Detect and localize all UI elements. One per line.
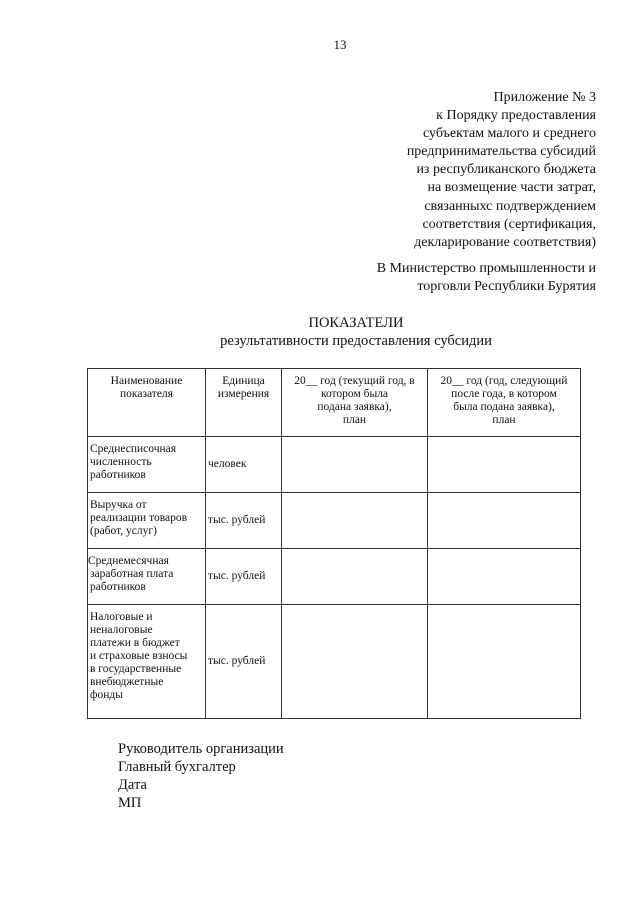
header-line: была подана заявка), — [453, 401, 555, 413]
header-line: 20__ год (текущий год, в — [294, 375, 415, 387]
document-title: ПОКАЗАТЕЛИ — [308, 315, 404, 331]
appendix-line: предпринимательства субсидий — [406, 144, 596, 160]
header-line: измерения — [217, 388, 270, 400]
indicator-name-line: Среднесписочная — [90, 443, 177, 455]
appendix-line: Приложение № 3 — [493, 90, 596, 105]
indicator-name-line: численность — [90, 456, 152, 468]
table-row — [88, 437, 581, 493]
indicator-name-cell — [88, 549, 206, 605]
indicator-name-line: (работ, услуг) — [90, 525, 157, 537]
appendix-line: связанныхс подтверждением — [424, 198, 596, 214]
indicators-table — [87, 368, 581, 719]
indicator-name-line: неналоговые — [90, 624, 153, 636]
signature-stamp-place: МП — [118, 795, 142, 811]
signature-director: Руководитель организации — [118, 741, 284, 757]
page-number: 13 — [333, 37, 347, 52]
current-year-value-cell[interactable] — [282, 493, 428, 549]
indicator-name-line: и страховые взносы — [90, 650, 188, 662]
unit-cell: тыс. рублей — [206, 549, 282, 605]
addressee-block — [296, 260, 596, 296]
header-line: после года, в котором — [451, 388, 557, 400]
signature-chief-accountant: Главный бухгалтер — [118, 759, 236, 775]
header-line: подана заявка), — [317, 401, 392, 413]
current-year-value-cell[interactable] — [282, 437, 428, 493]
indicator-name-line: работников — [90, 469, 146, 481]
indicator-name-line: Выручка от — [90, 499, 147, 511]
unit-cell: тыс. рублей — [206, 493, 282, 549]
next-year-value-cell[interactable] — [428, 437, 581, 493]
header-line: 20__ год (год, следующий — [440, 375, 568, 387]
appendix-line: из республиканского бюджета — [416, 162, 596, 178]
indicator-name-line: фонды — [90, 689, 123, 701]
header-unit — [206, 369, 282, 437]
indicator-name-cell — [88, 437, 206, 493]
indicator-name-line: заработная плата — [90, 568, 174, 580]
unit-cell: человек — [206, 437, 282, 493]
indicator-name-line: внебюджетные — [90, 676, 164, 688]
next-year-value-cell[interactable] — [428, 549, 581, 605]
header-line: план — [492, 414, 516, 426]
header-line: план — [342, 414, 367, 426]
document-subtitle: результативности предоставления субсидии — [220, 333, 492, 349]
indicator-name-line: Налоговые и — [90, 611, 153, 623]
header-next-year-plan — [428, 369, 581, 437]
header-line: Наименование — [110, 375, 183, 387]
current-year-value-cell[interactable] — [282, 549, 428, 605]
appendix-line: к Порядку предоставления — [436, 108, 596, 124]
header-indicator-name — [88, 369, 206, 437]
signatures-block — [118, 740, 284, 812]
appendix-line: на возмещение части затрат, — [427, 180, 596, 196]
indicator-name-line: в государственные — [90, 663, 182, 675]
appendix-line: субъектам малого и среднего — [423, 126, 596, 142]
addressee-line: В Министерство промышленности и — [376, 261, 596, 276]
addressee-line: торговли Республики Бурятия — [417, 279, 596, 294]
appendix-line: соответствия (сертификация, — [422, 216, 596, 232]
current-year-value-cell[interactable] — [282, 605, 428, 719]
next-year-value-cell[interactable] — [428, 605, 581, 719]
signature-date: Дата — [118, 777, 147, 793]
table-row — [88, 549, 581, 605]
table-row — [88, 493, 581, 549]
header-line: Единица — [222, 375, 265, 387]
header-line: показателя — [120, 388, 173, 400]
next-year-value-cell[interactable] — [428, 493, 581, 549]
table-header-row — [88, 369, 581, 437]
unit-cell: тыс. рублей — [206, 605, 282, 719]
indicator-name-line: работников — [90, 581, 146, 593]
indicator-name-line: Среднемесячная — [88, 555, 169, 567]
table-row — [88, 605, 581, 719]
header-line: котором была — [320, 388, 389, 400]
indicator-name-cell — [88, 493, 206, 549]
appendix-block — [296, 89, 596, 252]
header-current-year-plan — [282, 369, 428, 437]
indicator-name-line: реализации товаров — [90, 512, 188, 524]
indicator-name-cell — [88, 605, 206, 719]
appendix-line: декларирование соответствия) — [414, 234, 596, 250]
indicator-name-line: платежи в бюджет — [90, 637, 180, 649]
